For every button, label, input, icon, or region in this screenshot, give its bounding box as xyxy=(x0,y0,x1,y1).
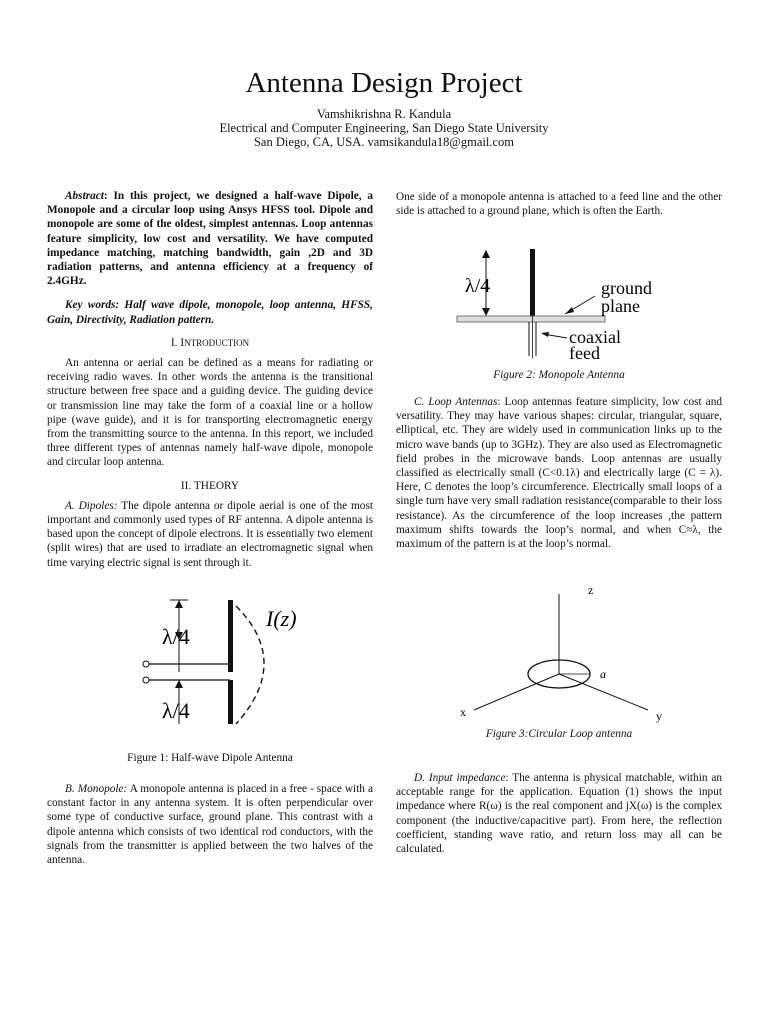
author-location-email: San Diego, CA, USA. vamsikandula18@gmail.com xyxy=(253,135,515,149)
input-impedance-section xyxy=(396,771,722,856)
monopole-paragraph: B. Monopole: A monopole antenna is placed in a free - space with a constant factor in any antenna system. It is often perpendicular over some type of conductive surface, ground plane. This contrast with a dipole antenna which consists of two identical rod conductors, with the signals from the transmitter is applied between the two halves of the antenna. xyxy=(47,783,373,867)
arrow-up-icon xyxy=(175,680,183,688)
figure-1-caption: Figure 1: Half-wave Dipole Antenna xyxy=(127,752,293,764)
loop-antennas-paragraph: C. Loop Antennas: Loop antennas feature simplicity, low cost and versatility. They may have various shapes: circular, triangular, square, elliptical, etc. They are widely used in communication links up to the micro wave bands (up to 3GHz). They are also used as Electromagnetic field probes in the microwave bands. Loop antennas are usually classified as electrically small (C<0.1λ) and electrically large (C = λ). Here, C denotes the loop’s circumference. Electrically small loops of a single turn have very small radiation resistance(comparable to their loss resistance). As the circumference of the loop increases ,the pattern maximum shifts towards the loop’s normal, and when C≈λ, the maximum of the pattern is at the loop’s normal. xyxy=(396,396,722,551)
author-name: Vamshikrishna R. Kandula xyxy=(316,107,452,121)
arrow-icon xyxy=(565,307,574,314)
arrow-up-icon xyxy=(482,250,490,258)
terminal-icon xyxy=(143,661,149,667)
monopole-continued-text: One side of a monopole antenna is attached to a feed line and the other side is attached to a ground plane, which is often the Earth. xyxy=(396,191,722,218)
monopole-element xyxy=(530,249,535,316)
figure-3-caption: Figure 3:Circular Loop antenna xyxy=(485,728,633,740)
arrow-up-icon xyxy=(175,600,183,608)
input-impedance-paragraph: D. Input impedance: The antenna is physical matchable, within an acceptable range for the application. Equation (1) shows the input impedance where R(ω) is the real component and jX(ω) is the complex component (the inductive/capacitive part). From here, the reflection coefficient, standing wave ratio, and return loss may all can be calculated. xyxy=(396,772,722,856)
loop-section xyxy=(396,395,722,551)
paper-title: Antenna Design Project xyxy=(245,67,523,99)
coaxial-feed-label-1: coaxial xyxy=(569,327,621,347)
y-axis-label: y xyxy=(656,709,662,723)
terminal-icon xyxy=(143,677,149,683)
ground-plane-label-1: ground xyxy=(601,278,652,298)
lambda-quarter-top: λ/4 xyxy=(162,624,190,649)
x-axis-label: x xyxy=(460,705,466,719)
z-axis-label: z xyxy=(588,583,594,597)
figure-2-caption: Figure 2: Monopole Antenna xyxy=(493,369,625,381)
figure-1-dipole-diagram xyxy=(140,596,330,728)
dipole-arm-upper xyxy=(228,600,233,672)
left-column xyxy=(47,189,373,570)
monopole-section xyxy=(47,782,373,867)
dipoles-paragraph: A. Dipoles: The dipole antenna or dipole aerial is one of the most important and commonly used types of RF antenna. A dipole antenna is based upon the concept of dipole electrons. It is essentially two element (split wires) that are used to irradiate an electromagnetic signal when time varying electric signal is sent through it. xyxy=(47,499,373,569)
radius-label: a xyxy=(600,667,606,681)
current-label: I(z) xyxy=(266,606,297,631)
current-distribution-curve xyxy=(236,606,264,724)
figure-3-loop-diagram xyxy=(452,582,682,724)
lambda-quarter: λ/4 xyxy=(465,275,491,297)
author-affiliation: Electrical and Computer Engineering, San Diego State University xyxy=(219,121,549,135)
lambda-quarter-bottom: λ/4 xyxy=(162,698,190,723)
keywords: Key words: Half wave dipole, monopole, loop antenna, HFSS, Gain, Directivity, Radiation pattern. xyxy=(47,299,373,326)
introduction-text: An antenna or aerial can be defined as a means for radiating or receiving radio waves. In other words the antenna is the transitional structure between free space and a guiding device. The guiding device or transmission line may take the form of a coaxial line or a hollow pipe (wave guide), and it is for transporting electromagnetic energy from the transmitting source to the antenna. In this report, we included three different types of antennas namely half-wave dipole, monopole and circular loop antenna. xyxy=(47,357,373,469)
abstract-label: Abstract xyxy=(65,190,104,202)
figure-2-monopole-diagram xyxy=(455,246,675,360)
x-axis xyxy=(474,674,559,710)
ground-plane-label-2: plane xyxy=(601,296,640,316)
abstract-text: : In this project, we designed a half-wave Dipole, a Monopole and a circular loop using Ansys HFSS tool. Dipole and monopole are some of the oldest, simplest antennas. Loop antennas feature simplicity, low cost and versatility. We have computed impedance matching, matching bandwidth, gain ,2D and 3D radiation patterns, and antenna efficiency at a frequency of 2.4GHz. xyxy=(47,190,373,288)
arrow-down-icon xyxy=(482,308,490,316)
coaxial-feed-label-2: feed xyxy=(569,343,600,360)
arrow-icon xyxy=(541,332,549,337)
abstract xyxy=(47,189,373,288)
section-theory-heading: II. THEORY xyxy=(180,479,240,492)
ground-plane xyxy=(457,316,605,322)
section-introduction-heading: I. INTRODUCTION xyxy=(170,336,250,349)
right-column-intro xyxy=(396,190,722,218)
dipole-arm-lower xyxy=(228,680,233,724)
